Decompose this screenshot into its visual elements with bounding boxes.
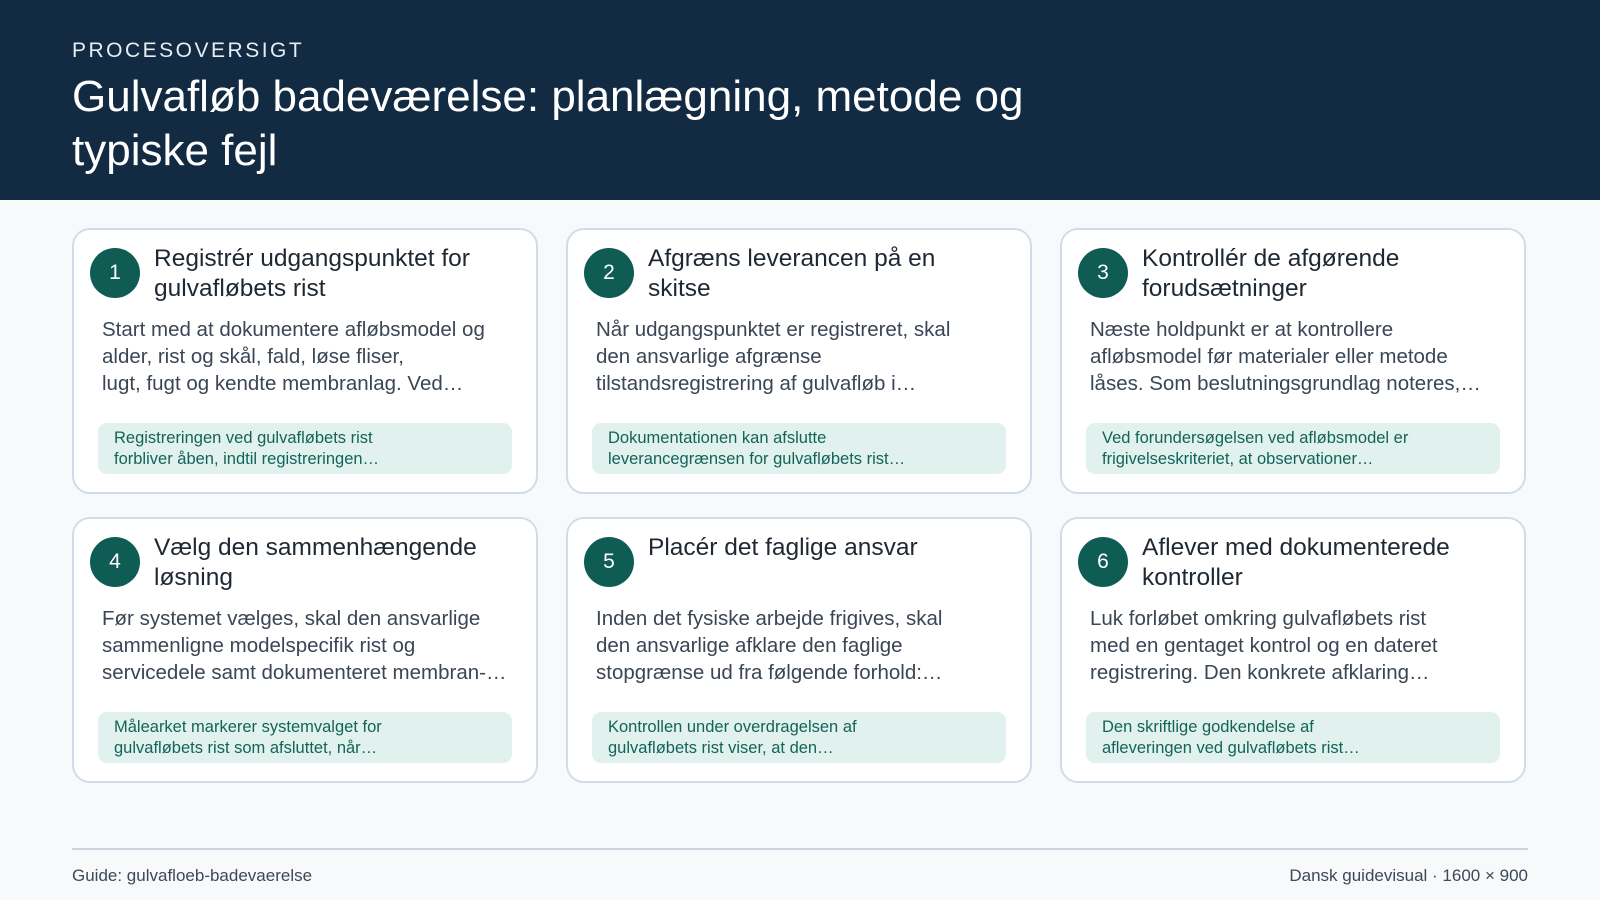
step-note: Kontrollen under overdragelsen af gulvafløbets rist viser, at den… [592, 712, 1006, 763]
step-card-1 [72, 228, 538, 494]
step-title: Registrér udgangspunktet for gulvafløbets rist [154, 245, 470, 302]
step-card-2 [566, 228, 1032, 494]
step-description: Inden det fysiske arbejde frigives, skal den ansvarlige afklare den faglige stopgrænse ud fra følgende forhold:… [596, 607, 943, 684]
header [0, 0, 1600, 200]
footer-divider [72, 848, 1528, 850]
step-title: Afgræns leverancen på en skitse [648, 245, 936, 302]
step-note: Målearket markerer systemvalget for gulvafløbets rist som afsluttet, når… [98, 712, 512, 763]
step-title: Vælg den sammenhængende løsning [154, 534, 477, 591]
step-number-badge: 2 [584, 248, 634, 298]
page-title: Gulvafløb badeværelse: planlægning, metode og typiske fejl [72, 72, 1024, 175]
footer-meta-label: Dansk guidevisual · 1600 × 900 [1289, 866, 1528, 885]
step-grid [72, 228, 1528, 783]
step-title: Kontrollér de afgørende forudsætninger [1142, 245, 1400, 302]
step-description: Før systemet vælges, skal den ansvarlige sammenligne modelspecifik rist og servicedele samt dokumenteret membran-… [102, 607, 507, 684]
step-note: Registreringen ved gulvafløbets rist forbliver åben, indtil registreringen… [98, 423, 512, 474]
step-number-badge: 3 [1078, 248, 1128, 298]
step-number-badge: 6 [1078, 537, 1128, 587]
step-title: Placér det faglige ansvar [648, 534, 918, 561]
step-card-5 [566, 517, 1032, 783]
step-number-badge: 1 [90, 248, 140, 298]
step-description: Luk forløbet omkring gulvafløbets rist med en gentaget kontrol og en dateret registrering. Den konkrete afklaring… [1090, 607, 1438, 684]
step-note: Den skriftlige godkendelse af afleveringen ved gulvafløbets rist… [1086, 712, 1500, 763]
step-card-6 [1060, 517, 1526, 783]
step-card-4 [72, 517, 538, 783]
step-description: Start med at dokumentere afløbsmodel og alder, rist og skål, fald, løse fliser, lugt, fugt og kendte membranlag. Ved… [102, 318, 485, 395]
step-card-3 [1060, 228, 1526, 494]
step-number-badge: 5 [584, 537, 634, 587]
step-number-badge: 4 [90, 537, 140, 587]
eyebrow-label: PROCESOVERSIGT [72, 39, 305, 62]
footer-guide-label: Guide: gulvafloeb-badevaerelse [72, 866, 313, 885]
step-description: Næste holdpunkt er at kontrollere afløbsmodel før materialer eller metode låses. Som beslutningsgrundlag noteres,… [1090, 318, 1481, 395]
step-note: Dokumentationen kan afslutte leverancegrænsen for gulvafløbets rist… [592, 423, 1006, 474]
step-description: Når udgangspunktet er registreret, skal den ansvarlige afgrænse tilstandsregistrering af gulvafløb i… [596, 318, 951, 395]
step-note: Ved forundersøgelsen ved afløbsmodel er frigivelseskriteriet, at observationer… [1086, 423, 1500, 474]
step-title: Aflever med dokumenterede kontroller [1142, 534, 1450, 591]
